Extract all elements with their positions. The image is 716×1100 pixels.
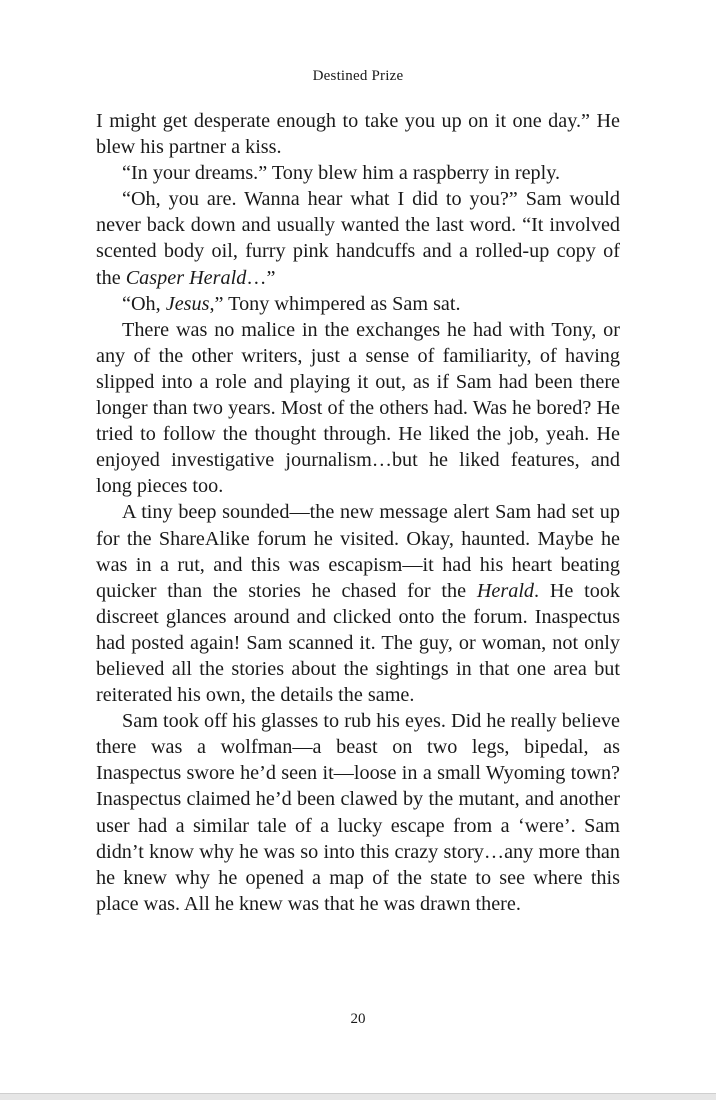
paragraph-5 [96,317,620,500]
paragraph-6 [96,499,620,708]
paragraph-6-italic-herald: Herald [476,579,535,602]
page-bottom-edge [0,1093,716,1100]
paragraph-4-text-a: “Oh, [122,292,166,315]
paragraph-3-text-b: …” [246,266,276,289]
body-text [96,108,620,917]
paragraph-2-text: “In your dreams.” Tony blew him a raspberry in reply. [122,162,561,185]
paragraph-7 [96,708,620,917]
page-number-text: 20 [350,1011,366,1027]
paragraph-5-text: There was no malice in the exchanges he had with Tony, or any of the other writers, just a sense of familiarity, of having slipped into a role and playing it out, as if Sam had been there longer than two years. Most of the others had. Was he bored? He tried to follow the thought through. He liked the job, yeah. He enjoyed investigative journalism…but he liked features, and long pieces too. [96,318,620,498]
paragraph-1 [96,108,620,160]
book-title: Destined Prize [312,68,404,84]
running-header [0,68,716,85]
page-number [0,1011,716,1028]
paragraph-6-text-b: . He took discreet glances around and clicked onto the forum. Inaspectus had posted again! Sam scanned it. The guy, or woman, not only believed all the stories about the sightings in that one area but reiterated his own, the details the same. [96,579,621,707]
paragraph-2 [96,160,620,186]
paragraph-1-text: I might get desperate enough to take you up on it one day.” He blew his partner a kiss. [96,110,620,159]
paragraph-4-text-b: ,” Tony whimpered as Sam sat. [209,292,461,315]
paragraph-7-text: Sam took off his glasses to rub his eyes. Did he really believe there was a wolfman—a beast on two legs, bipedal, as Inaspectus swore he’d seen it—loose in a small Wyoming town? Inaspectus claimed he’d been clawed by the mutant, and another user had a similar tale of a lucky escape from a ‘were’. Sam didn’t know why he was so into this crazy story…any more than he knew why he opened a map of the state to see where this place was. All he knew was that he was drawn there. [96,710,620,915]
paragraph-4 [96,291,620,317]
paragraph-3 [96,186,620,290]
paragraph-3-italic-casper-herald: Casper Herald [125,266,247,289]
paragraph-3-text-a: “Oh, you are. Wanna hear what I did to you?” Sam would never back down and usually wanted the last word. “It involved scented body oil, furry pink handcuffs and a rolled-up copy of the [96,188,620,289]
paragraph-4-italic-jesus: Jesus [165,292,210,315]
paragraph-6-text-a: A tiny beep sounded—the new message alert Sam had set up for the ShareAlike forum he visited. Okay, haunted. Maybe he was in a rut, and this was escapism—it had his heart beating quicker than the stories he chased for the [96,501,620,602]
